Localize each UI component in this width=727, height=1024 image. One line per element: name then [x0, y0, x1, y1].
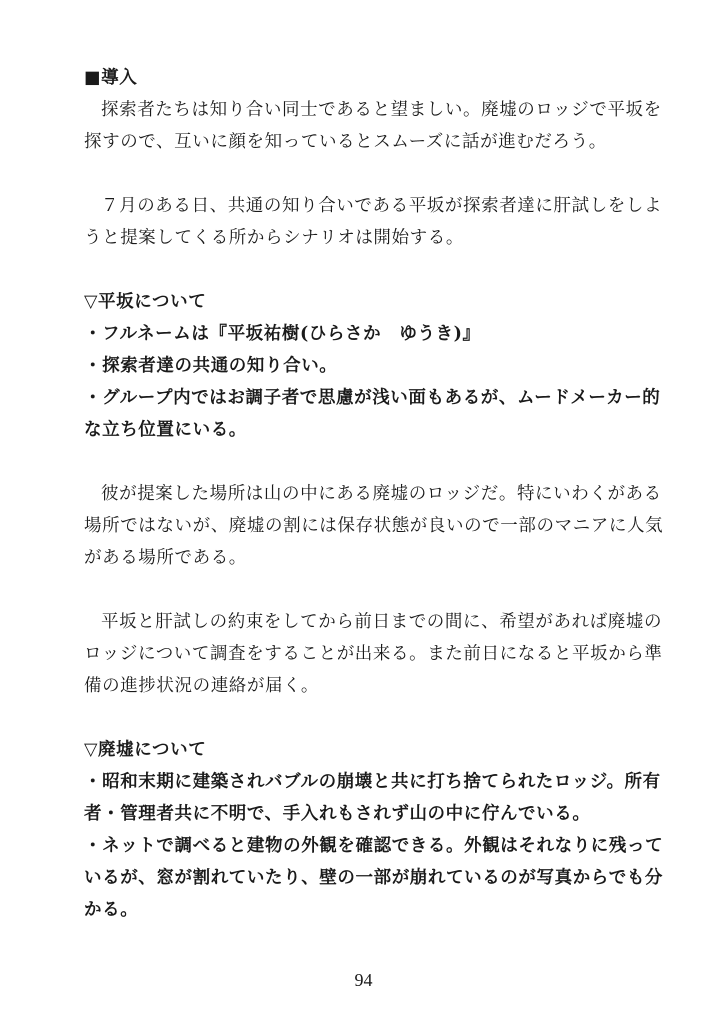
hirasaka-item-3-cont: な立ち位置にいる。	[84, 420, 247, 440]
intro-paragraph-1-line-1: 探索者たちは知り合い同士であると望ましい。廃墟のロッジで平坂を	[101, 100, 662, 120]
place-paragraph-line-3: がある場所である。	[84, 548, 247, 568]
intro-heading: ■導入	[84, 68, 138, 88]
promise-paragraph-line-1: 平坂と肝試しの約束をしてから前日までの間に、希望があれば廃墟の	[101, 612, 663, 632]
hirasaka-item-1: ・フルネームは『平坂祐樹(ひらさか ゆうき)』	[84, 324, 481, 344]
ruins-item-2-cont-2: かる。	[84, 900, 139, 920]
ruins-item-2-cont-1: いるが、窓が割れていたり、壁の一部が崩れているのが写真からでも分	[84, 868, 664, 888]
ruins-item-1-cont: 者・管理者共に不明で、手入れもされず山の中に佇んでいる。	[84, 804, 591, 824]
place-paragraph-line-1: 彼が提案した場所は山の中にある廃墟のロッジだ。特にいわくがある	[101, 484, 662, 504]
ruins-item-1: ・昭和末期に建築されバブルの崩壊と共に打ち捨てられたロッジ。所有	[84, 772, 661, 792]
page-body	[84, 62, 664, 926]
promise-paragraph-line-3: 備の進捗状況の連絡が届く。	[84, 676, 319, 696]
intro-paragraph-2-line-2: うと提案してくる所からシナリオは開始する。	[84, 228, 464, 248]
ruins-item-2: ・ネットで調べると建物の外観を確認できる。外観はそれなりに残って	[84, 836, 664, 856]
page-number: 94	[354, 970, 373, 990]
intro-paragraph-2-line-1: ７月のある日、共通の知り合いである平坂が探索者達に肝試しをしよ	[101, 196, 663, 216]
promise-paragraph-line-2: ロッジについて調査をすることが出来る。また前日になると平坂から準	[84, 644, 663, 664]
hirasaka-item-2: ・探索者達の共通の知り合い。	[84, 356, 338, 376]
ruins-heading: ▽廃墟について	[84, 740, 207, 760]
place-paragraph-line-2: 場所ではないが、廃墟の割には保存状態が良いので一部のマニアに人気	[84, 516, 664, 536]
intro-paragraph-1-line-2: 探すので、互いに顔を知っているとスムーズに話が進むだろう。	[84, 132, 607, 152]
hirasaka-heading: ▽平坂について	[84, 292, 207, 312]
hirasaka-item-3: ・グループ内ではお調子者で思慮が浅い面もあるが、ムードメーカー的	[84, 388, 661, 408]
